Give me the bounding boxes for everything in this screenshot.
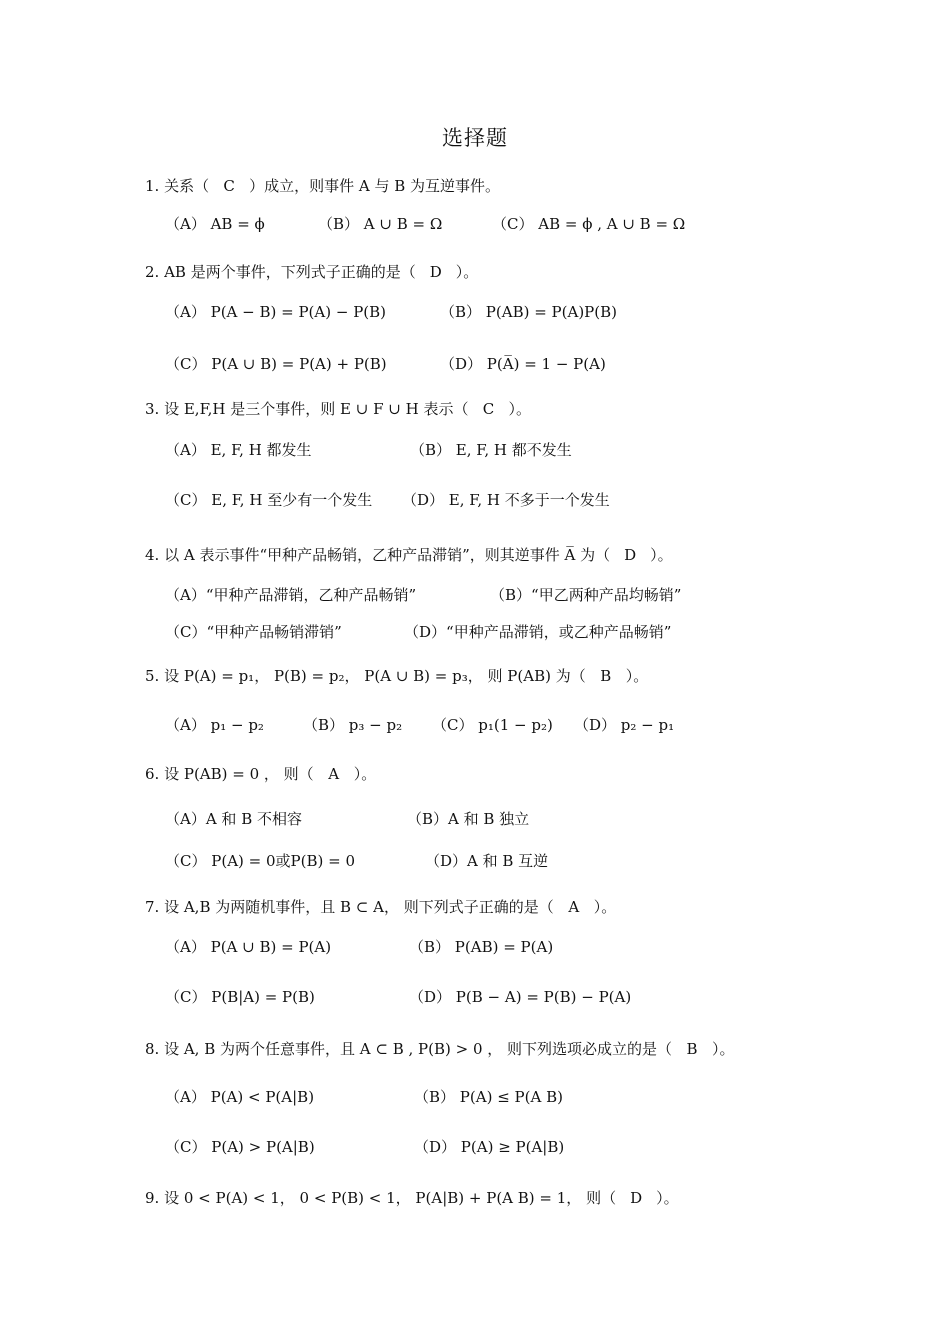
answer-letter: D [630, 1189, 643, 1207]
option-a: （A）A 和 B 不相容 [165, 810, 302, 828]
question-stem-text: ）。 [593, 898, 617, 916]
question-1-stem [145, 176, 500, 196]
option-b: （B）“甲乙两种产品均畅销” [490, 586, 682, 604]
option-b: （B）A 和 B 独立 [407, 810, 530, 828]
option-c: （C） P(A) > P(A|B) [165, 1138, 315, 1156]
option-c: （C） P(B|A) = P(B) [165, 988, 315, 1006]
question-stem-text: ）。 [650, 546, 673, 564]
option-a: （A） p₁ − p₂ [165, 716, 264, 734]
answer-letter: D [429, 263, 442, 281]
question-stem-text: 6. 设 P(AB) = 0 ， 则（ [145, 765, 314, 783]
question-stem-text: ）成立，则事件 A 与 B 为互逆事件。 [249, 177, 501, 195]
option-d: （D）“甲种产品滞销，或乙种产品畅销” [404, 623, 672, 641]
option-a: （A）“甲种产品滞销，乙种产品畅销” [165, 586, 417, 604]
answer-letter: C [223, 177, 235, 195]
option-d: （D） P(A) ≥ P(A|B) [414, 1138, 565, 1156]
option-b: （B） P(AB) = P(A) [409, 938, 554, 956]
option-c: （C） E, F, H 至少有一个发生 [165, 491, 373, 509]
question-2-stem [145, 262, 478, 282]
question-stem-text: ）。 [508, 400, 531, 418]
question-9-stem [145, 1188, 679, 1208]
question-stem-text: ）。 [353, 765, 377, 783]
question-7-stem [145, 897, 616, 917]
question-stem-text: 9. 设 0 < P(A) < 1， 0 < P(B) < 1， P(A|B) + P(A B) = 1， 则（ [145, 1189, 617, 1207]
option-d: （D） p₂ − p₁ [574, 716, 675, 734]
question-6-stem [145, 764, 376, 784]
question-stem-text: 2. AB 是两个事件，下列式子正确的是（ [145, 263, 416, 281]
option-a: （A） E, F, H 都发生 [165, 441, 312, 459]
question-stem-text: 8. 设 A, B 为两个任意事件，且 A ⊂ B , P(B) > 0 ， 则下列选项必成立的是（ [145, 1040, 673, 1058]
page-title: 选择题 [442, 126, 508, 150]
option-c: （C） P(A) = 0或P(B) = 0 [165, 852, 355, 870]
option-b: （B） P(A) ≤ P(A B) [414, 1088, 563, 1106]
option-b: （B） E, F, H 都不发生 [410, 441, 572, 459]
question-4-stem [145, 545, 673, 565]
option-a: （A） P(A) < P(A|B) [165, 1088, 315, 1106]
option-c: （C）“甲种产品畅销滞销” [165, 623, 342, 641]
question-stem-text: 5. 设 P(A) = p₁， P(B) = p₂， P(A ∪ B) = p₃， 则 P(AB) 为（ [145, 667, 586, 685]
answer-letter: D [624, 546, 637, 564]
question-stem-text: ）。 [455, 263, 479, 281]
question-stem-text: 7. 设 A,B 为两随机事件，且 B ⊂ A， 则下列式子正确的是（ [145, 898, 554, 916]
question-stem-text: 3. 设 E,F,H 是三个事件，则 E ∪ F ∪ H 表示（ [145, 400, 469, 418]
option-b: （B） A ∪ B = Ω [318, 215, 443, 233]
option-d: （D） P(B − A) = P(B) − P(A) [409, 988, 632, 1006]
option-a: （A） AB = ϕ [165, 215, 265, 233]
option-c: （C） P(A ∪ B) = P(A) + P(B) [165, 355, 387, 373]
answer-letter: A [328, 765, 340, 783]
question-3-stem [145, 399, 531, 419]
answer-letter: B [600, 667, 612, 685]
option-a: （A） P(A ∪ B) = P(A) [165, 938, 332, 956]
answer-letter: A [568, 898, 580, 916]
option-b: （B） p₃ − p₂ [303, 716, 403, 734]
option-d: （D） E, F, H 不多于一个发生 [402, 491, 610, 509]
option-d: （D） P(A̅) = 1 − P(A) [440, 355, 606, 373]
question-stem-text: ）。 [656, 1189, 679, 1207]
question-8-stem [145, 1039, 735, 1059]
question-stem-text: 4. 以 A 表示事件“甲种产品畅销，乙种产品滞销”，则其逆事件 A̅ 为（ [145, 546, 611, 564]
question-stem-text: 1. 关系（ [145, 177, 210, 195]
question-stem-text: ）。 [625, 667, 649, 685]
option-c: （C） AB = ϕ , A ∪ B = Ω [492, 215, 686, 233]
option-a: （A） P(A − B) = P(A) − P(B) [165, 303, 387, 321]
option-c: （C） p₁(1 − p₂) [432, 716, 553, 734]
answer-letter: C [482, 400, 495, 418]
option-b: （B） P(AB) = P(A)P(B) [440, 303, 617, 321]
answer-letter: B [686, 1040, 698, 1058]
question-5-stem [145, 666, 648, 686]
question-stem-text: ）。 [712, 1040, 735, 1058]
option-d: （D）A 和 B 互逆 [425, 852, 549, 870]
